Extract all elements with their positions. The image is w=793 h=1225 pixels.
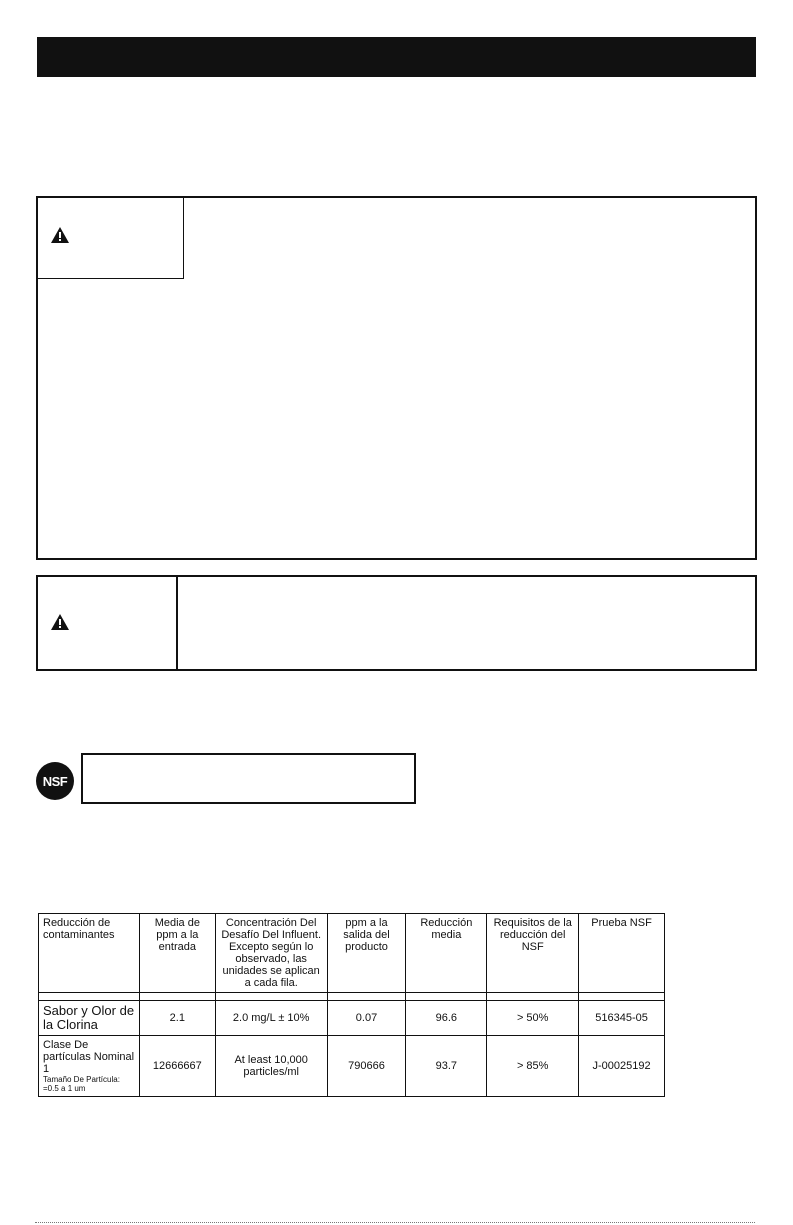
table-cell-contaminant [39, 1036, 140, 1097]
table-separator [39, 993, 665, 1001]
warning-triangle-icon [51, 614, 69, 630]
contaminant-name: Clase De partículas Nominal 1 [43, 1039, 135, 1075]
table-header-row [39, 914, 665, 993]
table-cell-challenge: At least 10,000 particles/ml [215, 1036, 327, 1097]
table-cell-influent: 2.1 [139, 1001, 215, 1036]
table-header: Media de ppm a la entrada [139, 914, 215, 993]
table-row [39, 1001, 665, 1036]
header-bar [37, 37, 756, 77]
table-row [39, 1036, 665, 1097]
table-header: Reducción de contaminantes [39, 914, 140, 993]
table-cell-test: 516345-05 [579, 1001, 665, 1036]
table-cell-requirement: > 50% [487, 1001, 579, 1036]
table-cell-requirement: > 85% [487, 1036, 579, 1097]
table-cell-challenge: 2.0 mg/L ± 10% [215, 1001, 327, 1036]
table-cell-effluent: 0.07 [327, 1001, 406, 1036]
table-cell-test: J-00025192 [579, 1036, 665, 1097]
table-header: Reducción media [406, 914, 487, 993]
table-cell-effluent: 790666 [327, 1036, 406, 1097]
table-header: Prueba NSF [579, 914, 665, 993]
performance-data-table [38, 913, 665, 1097]
table-cell-contaminant: Sabor y Olor de la Clorina [39, 1001, 140, 1036]
table-header: Requisitos de la reducción del NSF [487, 914, 579, 993]
table-cell-influent: 12666667 [139, 1036, 215, 1097]
table-header: Concentración Del Desafío Del Influent. Excepto según lo observado, las unidades se aplican a cada fila. [215, 914, 327, 993]
nsf-logo-text: NSF [42, 773, 68, 789]
contaminant-note: Tamaño De Partícula: =0.5 a 1 um [43, 1075, 120, 1093]
table-cell-reduction: 96.6 [406, 1001, 487, 1036]
table-header: ppm a la salida del producto [327, 914, 406, 993]
nsf-logo-icon [36, 762, 74, 800]
table-cell-reduction: 93.7 [406, 1036, 487, 1097]
nsf-certification-box [81, 753, 416, 804]
warning-triangle-icon [51, 227, 69, 243]
